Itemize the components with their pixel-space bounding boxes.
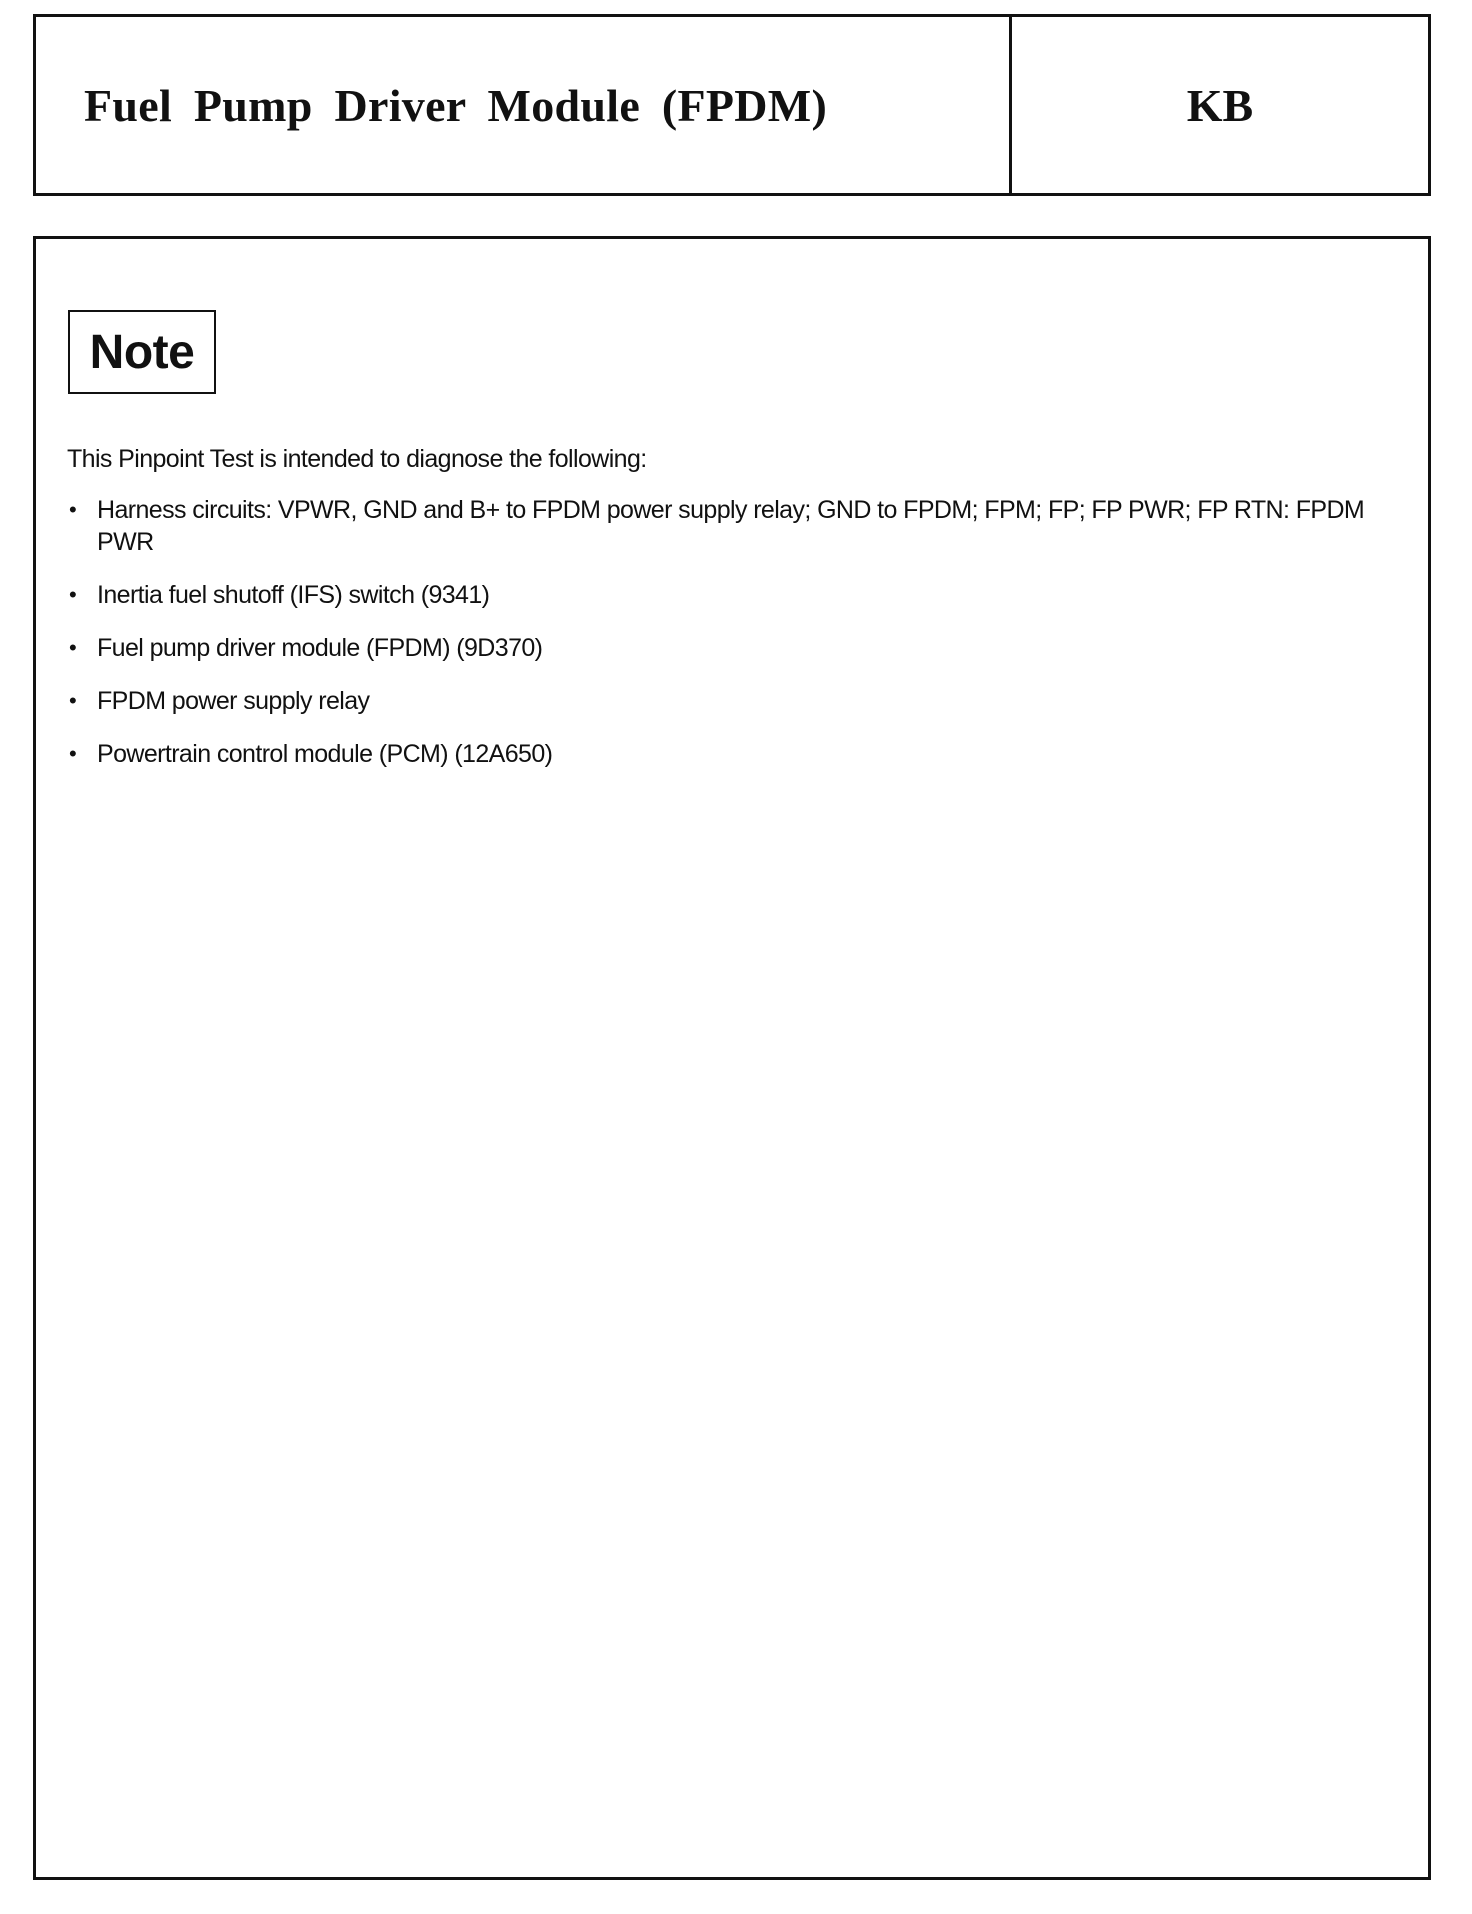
list-item	[67, 738, 1387, 770]
header-code-cell	[1012, 17, 1428, 193]
bullet-icon: •	[69, 497, 77, 522]
header-title-cell	[36, 17, 1012, 193]
bullet-icon: •	[69, 688, 77, 713]
note-label: Note	[68, 310, 216, 394]
bullet-icon: •	[69, 741, 77, 766]
header-box	[33, 14, 1431, 196]
diagnosis-list	[67, 494, 1387, 791]
list-item-text: Inertia fuel shutoff (IFS) switch (9341)	[97, 581, 490, 609]
intro-text: This Pinpoint Test is intended to diagnose the following:	[67, 445, 647, 473]
list-item	[67, 685, 1387, 717]
note-panel	[33, 236, 1431, 1880]
list-item	[67, 579, 1387, 611]
list-item-text: Fuel pump driver module (FPDM) (9D370)	[97, 634, 543, 662]
test-code: KB	[1186, 79, 1254, 131]
bullet-icon: •	[69, 635, 77, 660]
list-item-text: Harness circuits: VPWR, GND and B+ to FPDM power supply relay; GND to FPDM; FPM; FP; FP PWR; FP RTN: FPDM PWR	[97, 496, 1365, 556]
list-item	[67, 494, 1387, 558]
bullet-icon: •	[69, 582, 77, 607]
page-title: Fuel Pump Driver Module (FPDM)	[84, 79, 828, 131]
list-item-text: FPDM power supply relay	[97, 687, 370, 715]
list-item	[67, 632, 1387, 664]
list-item-text: Powertrain control module (PCM) (12A650)	[97, 740, 553, 768]
